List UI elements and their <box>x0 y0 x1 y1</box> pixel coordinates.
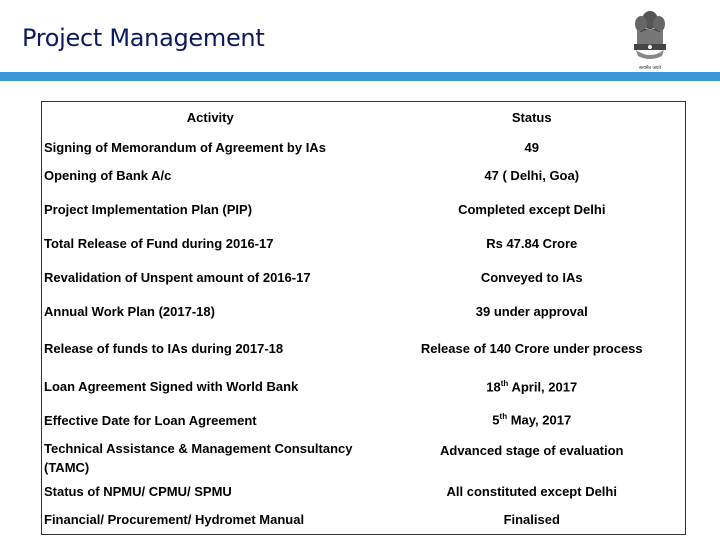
activity-cell: Effective Date for Loan Agreement <box>44 412 257 428</box>
activity-cell: Project Implementation Plan (PIP) <box>44 201 253 217</box>
activity-cell: Opening of Bank A/c <box>44 168 172 183</box>
table-row <box>42 257 686 297</box>
status-cell: Completed except Delhi <box>458 201 606 217</box>
status-month-year: April, 2017 <box>508 379 578 395</box>
column-header-activity: Activity <box>186 109 234 125</box>
state-emblem-icon <box>628 8 672 74</box>
table-row <box>42 297 686 325</box>
status-cell: Finalised <box>503 511 560 527</box>
table-row <box>42 229 686 257</box>
activity-cell: Release of funds to IAs during 2017-18 <box>44 341 284 356</box>
page-title: Project Management <box>22 24 265 52</box>
table-row <box>42 439 686 477</box>
activity-cell: Status of NPMU/ CPMU/ SPMU <box>44 483 232 499</box>
status-cell: Conveyed to IAs <box>480 269 583 285</box>
status-cell: 49 <box>524 139 539 155</box>
activity-cell: Revalidation of Unspent amount of 2016-17 <box>44 269 311 285</box>
status-day: 5 <box>492 412 500 428</box>
activity-cell: Financial/ Procurement/ Hydromet Manual <box>44 511 305 527</box>
table-row <box>42 325 686 372</box>
table-row <box>42 505 686 534</box>
activity-cell: Technical Assistance & Management Consultancy (TAMC) <box>44 441 353 475</box>
status-day: 18 <box>486 379 501 395</box>
status-cell <box>379 372 686 401</box>
table-row <box>42 132 686 162</box>
status-cell: Advanced stage of evaluation <box>440 443 624 458</box>
status-cell: Rs 47.84 Crore <box>486 235 578 251</box>
table-row <box>42 401 686 439</box>
table-row <box>42 372 686 401</box>
column-header-status: Status <box>511 109 552 125</box>
table-row <box>42 162 686 189</box>
project-status-table <box>41 101 686 535</box>
status-month-year: May, 2017 <box>507 412 572 428</box>
table-row <box>42 189 686 229</box>
status-ordinal: th <box>500 378 509 388</box>
status-cell: 39 under approval <box>475 303 588 319</box>
activity-cell: Signing of Memorandum of Agreement by IAs <box>44 139 326 155</box>
table-row <box>42 477 686 505</box>
activity-cell: Annual Work Plan (2017-18) <box>44 303 215 319</box>
status-cell <box>379 401 686 439</box>
header-divider <box>0 72 720 81</box>
status-cell: All constituted except Delhi <box>446 483 617 499</box>
status-cell: 47 ( Delhi, Goa) <box>484 168 580 183</box>
activity-cell: Loan Agreement Signed with World Bank <box>44 379 299 394</box>
table-header-row <box>42 102 686 133</box>
status-cell: Release of 140 Crore under process <box>420 341 643 356</box>
activity-cell: Total Release of Fund during 2016-17 <box>44 235 274 251</box>
emblem-caption: सत्यमेव जयते <box>638 66 662 71</box>
status-ordinal: th <box>499 412 508 422</box>
